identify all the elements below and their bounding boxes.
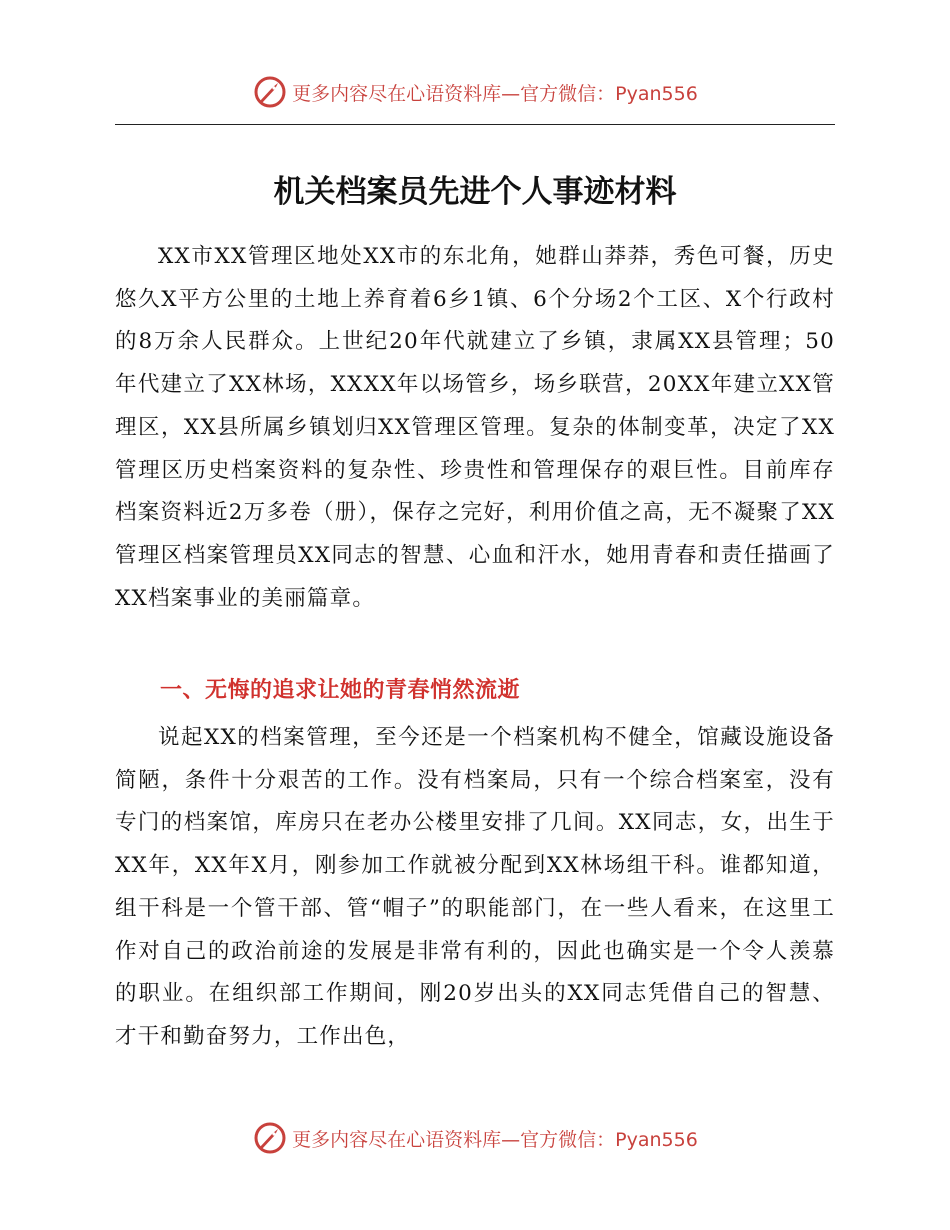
- footer-banner-text: 更多内容尽在心语资料库—官方微信：Pyan556: [292, 1128, 698, 1151]
- paragraph-intro: XX市XX管理区地处XX市的东北角，她群山莽莽，秀色可餐，历史悠久X平方公里的土地上养育着6乡1镇、6个分场2个工区、X个行政村的8万余人民群众。上世纪20年代就建立了乡镇，隶属XX县管理；50年代建立了XX林场，XXXX年以场管乡，场乡联营，20XX年建立XX管理区，XX县所属乡镇划归XX管理区管理。复杂的体制变革，决定了XX管理区历史档案资料的复杂性、珍贵性和管理保存的艰巨性。目前库存档案资料近2万多卷（册），保存之完好，利用价值之高，无不凝聚了XX管理区档案管理员XX同志的智慧、心血和汗水，她用青春和责任描画了XX档案事业的美丽篇章。: [115, 244, 836, 611]
- header-divider: [115, 124, 835, 125]
- pen-nib-circle-icon: [252, 1120, 288, 1156]
- header-banner: [0, 72, 950, 112]
- paragraph-section-1: 说起XX的档案管理，至今还是一个档案机构不健全，馆藏设施设备简陋，条件十分艰苦的工作。没有档案局，只有一个综合档案室，没有专门的档案馆，库房只在老办公楼里安排了几间。XX同志，女，出生于XX年，XX年X月，刚参加工作就被分配到XX林场组干科。谁都知道，组干科是一个管干部、管“帽子”的职能部门，在一些人看来，在这里工作对自己的政治前途的发展是非常有利的，因此也确实是一个令人羡慕的职业。在组织部工作期间，刚20岁出头的XX同志凭借自己的智慧、才干和勤奋努力，工作出色，: [115, 725, 835, 1049]
- pen-nib-circle-icon: [252, 74, 288, 110]
- section-heading: 一、无悔的追求让她的青春悄然流逝: [160, 678, 521, 703]
- document-title: 机关档案员先进个人事迹材料: [273, 174, 677, 210]
- footer-banner: [0, 1118, 950, 1158]
- header-banner-text: 更多内容尽在心语资料库—官方微信：Pyan556: [292, 82, 698, 105]
